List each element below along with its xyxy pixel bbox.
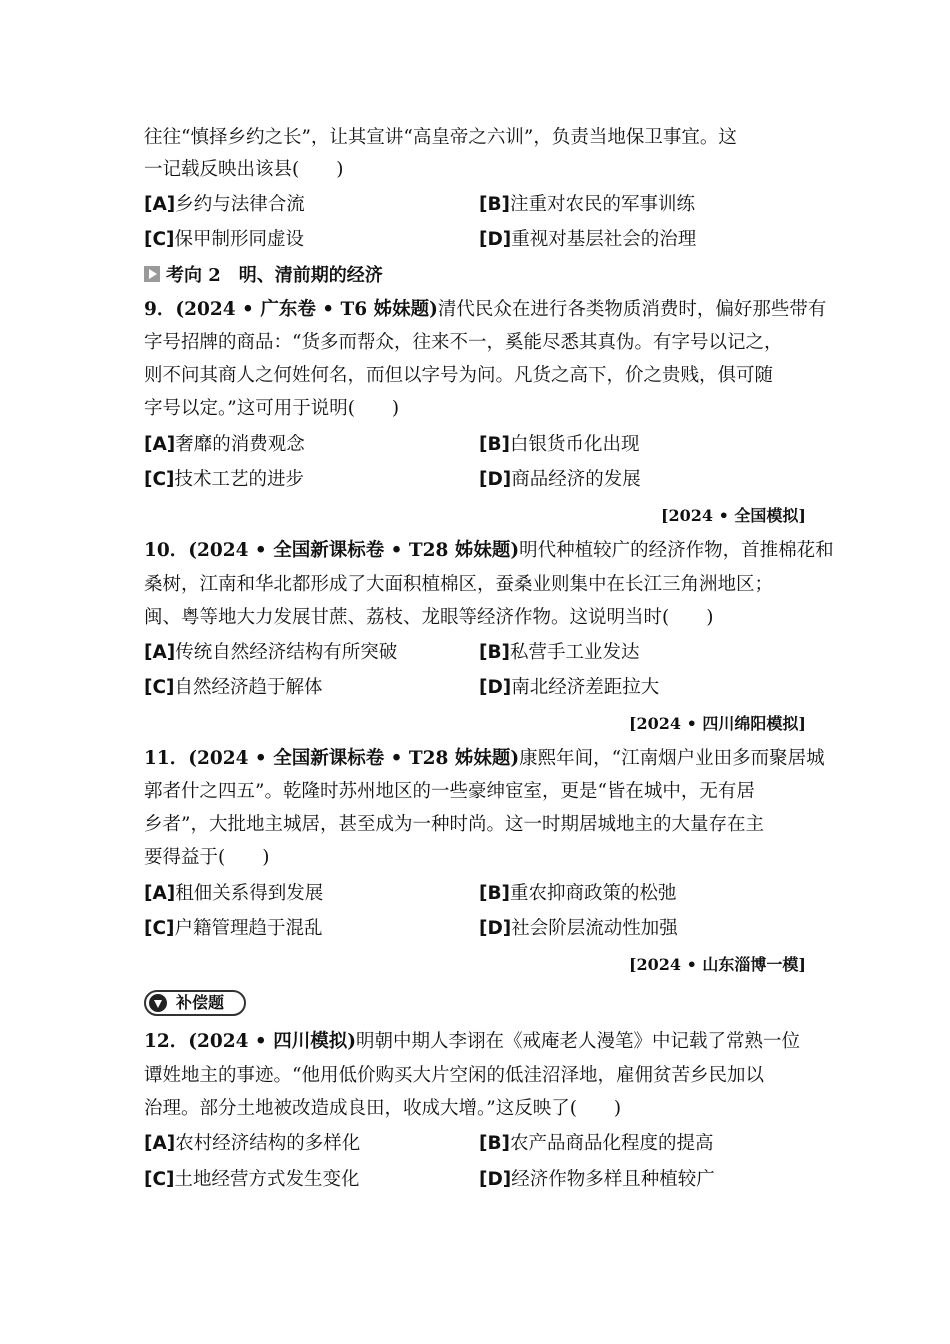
q11-option-c[interactable] xyxy=(144,917,323,941)
option-label: [C] xyxy=(144,469,175,490)
q11-option-d[interactable] xyxy=(479,917,678,941)
q11-option-b[interactable] xyxy=(479,882,677,906)
q8-line-2: 一记载反映出该县( ) xyxy=(144,159,344,180)
question-tag: (2024 • 全国新课标卷 • T28 姊妹题) xyxy=(188,540,520,561)
option-label: [A] xyxy=(144,642,176,663)
q9-line-4: 字号以定。”这可用于说明( ) xyxy=(144,398,400,419)
option-label: [C] xyxy=(144,918,175,939)
option-label: [B] xyxy=(479,1133,511,1154)
q11-line-3: 乡者”，大批地主城居，甚至成为一种时尚。这一时期居城地主的大量存在主 xyxy=(144,814,764,835)
question-text: 明朝中期人李诩在《戒庵老人漫笔》中记载了常熟一位 xyxy=(355,1031,800,1052)
q11-line-1 xyxy=(144,747,825,771)
option-label: [D] xyxy=(479,229,512,250)
section-title: 考向 2 明、清前期的经济 xyxy=(166,265,383,286)
q9-option-d[interactable] xyxy=(479,468,641,492)
question-text: 清代民众在进行各类物质消费时，偏好那些带有 xyxy=(437,299,827,320)
q12-line-2: 谭姓地主的事迹。“他用低价购买大片空闲的低洼沼泽地，雇佣贫苦乡民加以 xyxy=(144,1065,764,1086)
q8-option-a[interactable] xyxy=(144,193,305,217)
q10-option-d[interactable] xyxy=(479,676,659,700)
option-label: [D] xyxy=(479,677,512,698)
question-tag: (2024 • 全国新课标卷 • T28 姊妹题) xyxy=(188,748,520,769)
option-text: 技术工艺的进步 xyxy=(174,469,305,490)
q10-option-a[interactable] xyxy=(144,641,397,665)
q8-option-d[interactable] xyxy=(479,228,696,252)
option-label: [D] xyxy=(479,1169,512,1190)
question-number: 11． xyxy=(144,748,189,769)
option-text: 社会阶层流动性加强 xyxy=(511,918,678,939)
section-heading xyxy=(144,264,383,288)
q11-line-4: 要得益于( ) xyxy=(144,847,270,868)
option-text: 户籍管理趋于混乱 xyxy=(174,918,323,939)
supplement-badge xyxy=(144,990,246,1016)
q12-option-b[interactable] xyxy=(479,1132,714,1156)
option-label: [C] xyxy=(144,229,175,250)
option-label: [D] xyxy=(479,918,512,939)
option-text: 商品经济的发展 xyxy=(511,469,641,490)
option-text: 土地经营方式发生变化 xyxy=(174,1169,360,1190)
option-text: 重农抑商政策的松弛 xyxy=(510,883,677,904)
q9-option-c[interactable] xyxy=(144,468,304,492)
option-text: 自然经济趋于解体 xyxy=(174,677,323,698)
option-text: 南北经济差距拉大 xyxy=(511,677,660,698)
q12-option-d[interactable] xyxy=(479,1168,715,1192)
q12-option-a[interactable] xyxy=(144,1132,360,1156)
option-label: [B] xyxy=(479,883,511,904)
option-text: 重视对基层社会的治理 xyxy=(511,229,697,250)
question-number: 12． xyxy=(144,1031,189,1052)
download-arrow-icon xyxy=(149,994,167,1012)
question-number: 10． xyxy=(144,540,189,561)
q9-option-b[interactable] xyxy=(479,433,640,457)
option-text: 注重对农民的军事训练 xyxy=(510,194,696,215)
option-label: [A] xyxy=(144,1133,176,1154)
q11-source: [2024 • 山东淄博一模] xyxy=(628,955,806,974)
option-text: 保甲制形同虚设 xyxy=(174,229,305,250)
q10-line-2: 桑树，江南和华北都形成了大面积植棉区，蚕桑业则集中在长江三角洲地区； xyxy=(144,574,774,595)
option-text: 农产品商品化程度的提高 xyxy=(510,1133,714,1154)
q9-line-3: 则不问其商人之何姓何名，而但以字号为问。凡货之高下，价之贵贱，俱可随 xyxy=(144,365,774,386)
q10-line-1 xyxy=(144,539,834,563)
q11-option-a[interactable] xyxy=(144,882,323,906)
option-label: [B] xyxy=(479,434,511,455)
option-label: [B] xyxy=(479,642,511,663)
q8-line-1: 往往“慎择乡约之长”，让其宣讲“高皇帝之六训”，负责当地保卫事宜。这 xyxy=(144,127,737,148)
q9-line-2: 字号招牌的商品：“货多而帮众，往来不一，奚能尽悉其真伪。有字号以记之， xyxy=(144,332,783,353)
q8-option-c[interactable] xyxy=(144,228,304,252)
option-text: 农村经济结构的多样化 xyxy=(175,1133,361,1154)
option-text: 白银货币化出现 xyxy=(510,434,640,455)
question-tag: (2024 • 广东卷 • T6 姊妹题) xyxy=(175,299,438,320)
supplement-label: 补偿题 xyxy=(176,993,225,1012)
question-text: 康熙年间，“江南烟户业田多而聚居城 xyxy=(519,748,825,769)
q8-option-b[interactable] xyxy=(479,193,695,217)
option-label: [C] xyxy=(144,1169,175,1190)
option-label: [B] xyxy=(479,194,511,215)
q12-option-c[interactable] xyxy=(144,1168,360,1192)
option-label: [A] xyxy=(144,883,176,904)
option-label: [A] xyxy=(144,434,176,455)
option-label: [C] xyxy=(144,677,175,698)
q9-source: [2024 • 全国模拟] xyxy=(660,506,806,525)
play-icon xyxy=(144,266,160,282)
question-number: 9． xyxy=(144,299,176,320)
option-text: 经济作物多样且种植较广 xyxy=(511,1169,715,1190)
option-text: 私营手工业发达 xyxy=(510,642,640,663)
q9-option-a[interactable] xyxy=(144,433,305,457)
option-text: 奢靡的消费观念 xyxy=(175,434,305,455)
q10-line-3: 闽、粤等地大力发展甘蔗、荔枝、龙眼等经济作物。这说明当时( ) xyxy=(144,607,714,628)
q12-line-3: 治理。部分土地被改造成良田，收成大增。”这反映了( ) xyxy=(144,1098,622,1119)
q10-option-b[interactable] xyxy=(479,641,640,665)
question-tag: (2024 • 四川模拟) xyxy=(188,1031,356,1052)
option-label: [A] xyxy=(144,194,176,215)
q12-line-1 xyxy=(144,1030,800,1054)
option-text: 乡约与法律合流 xyxy=(175,194,305,215)
option-text: 传统自然经济结构有所突破 xyxy=(175,642,398,663)
option-text: 租佃关系得到发展 xyxy=(175,883,324,904)
option-label: [D] xyxy=(479,469,512,490)
q10-option-c[interactable] xyxy=(144,676,323,700)
q9-line-1 xyxy=(144,298,826,322)
q10-source: [2024 • 四川绵阳模拟] xyxy=(628,714,806,733)
question-text: 明代种植较广的经济作物，首推棉花和 xyxy=(519,540,834,561)
q11-line-2: 郭者什之四五”。乾隆时苏州地区的一些豪绅宦室，更是“皆在城中，无有居 xyxy=(144,781,755,802)
